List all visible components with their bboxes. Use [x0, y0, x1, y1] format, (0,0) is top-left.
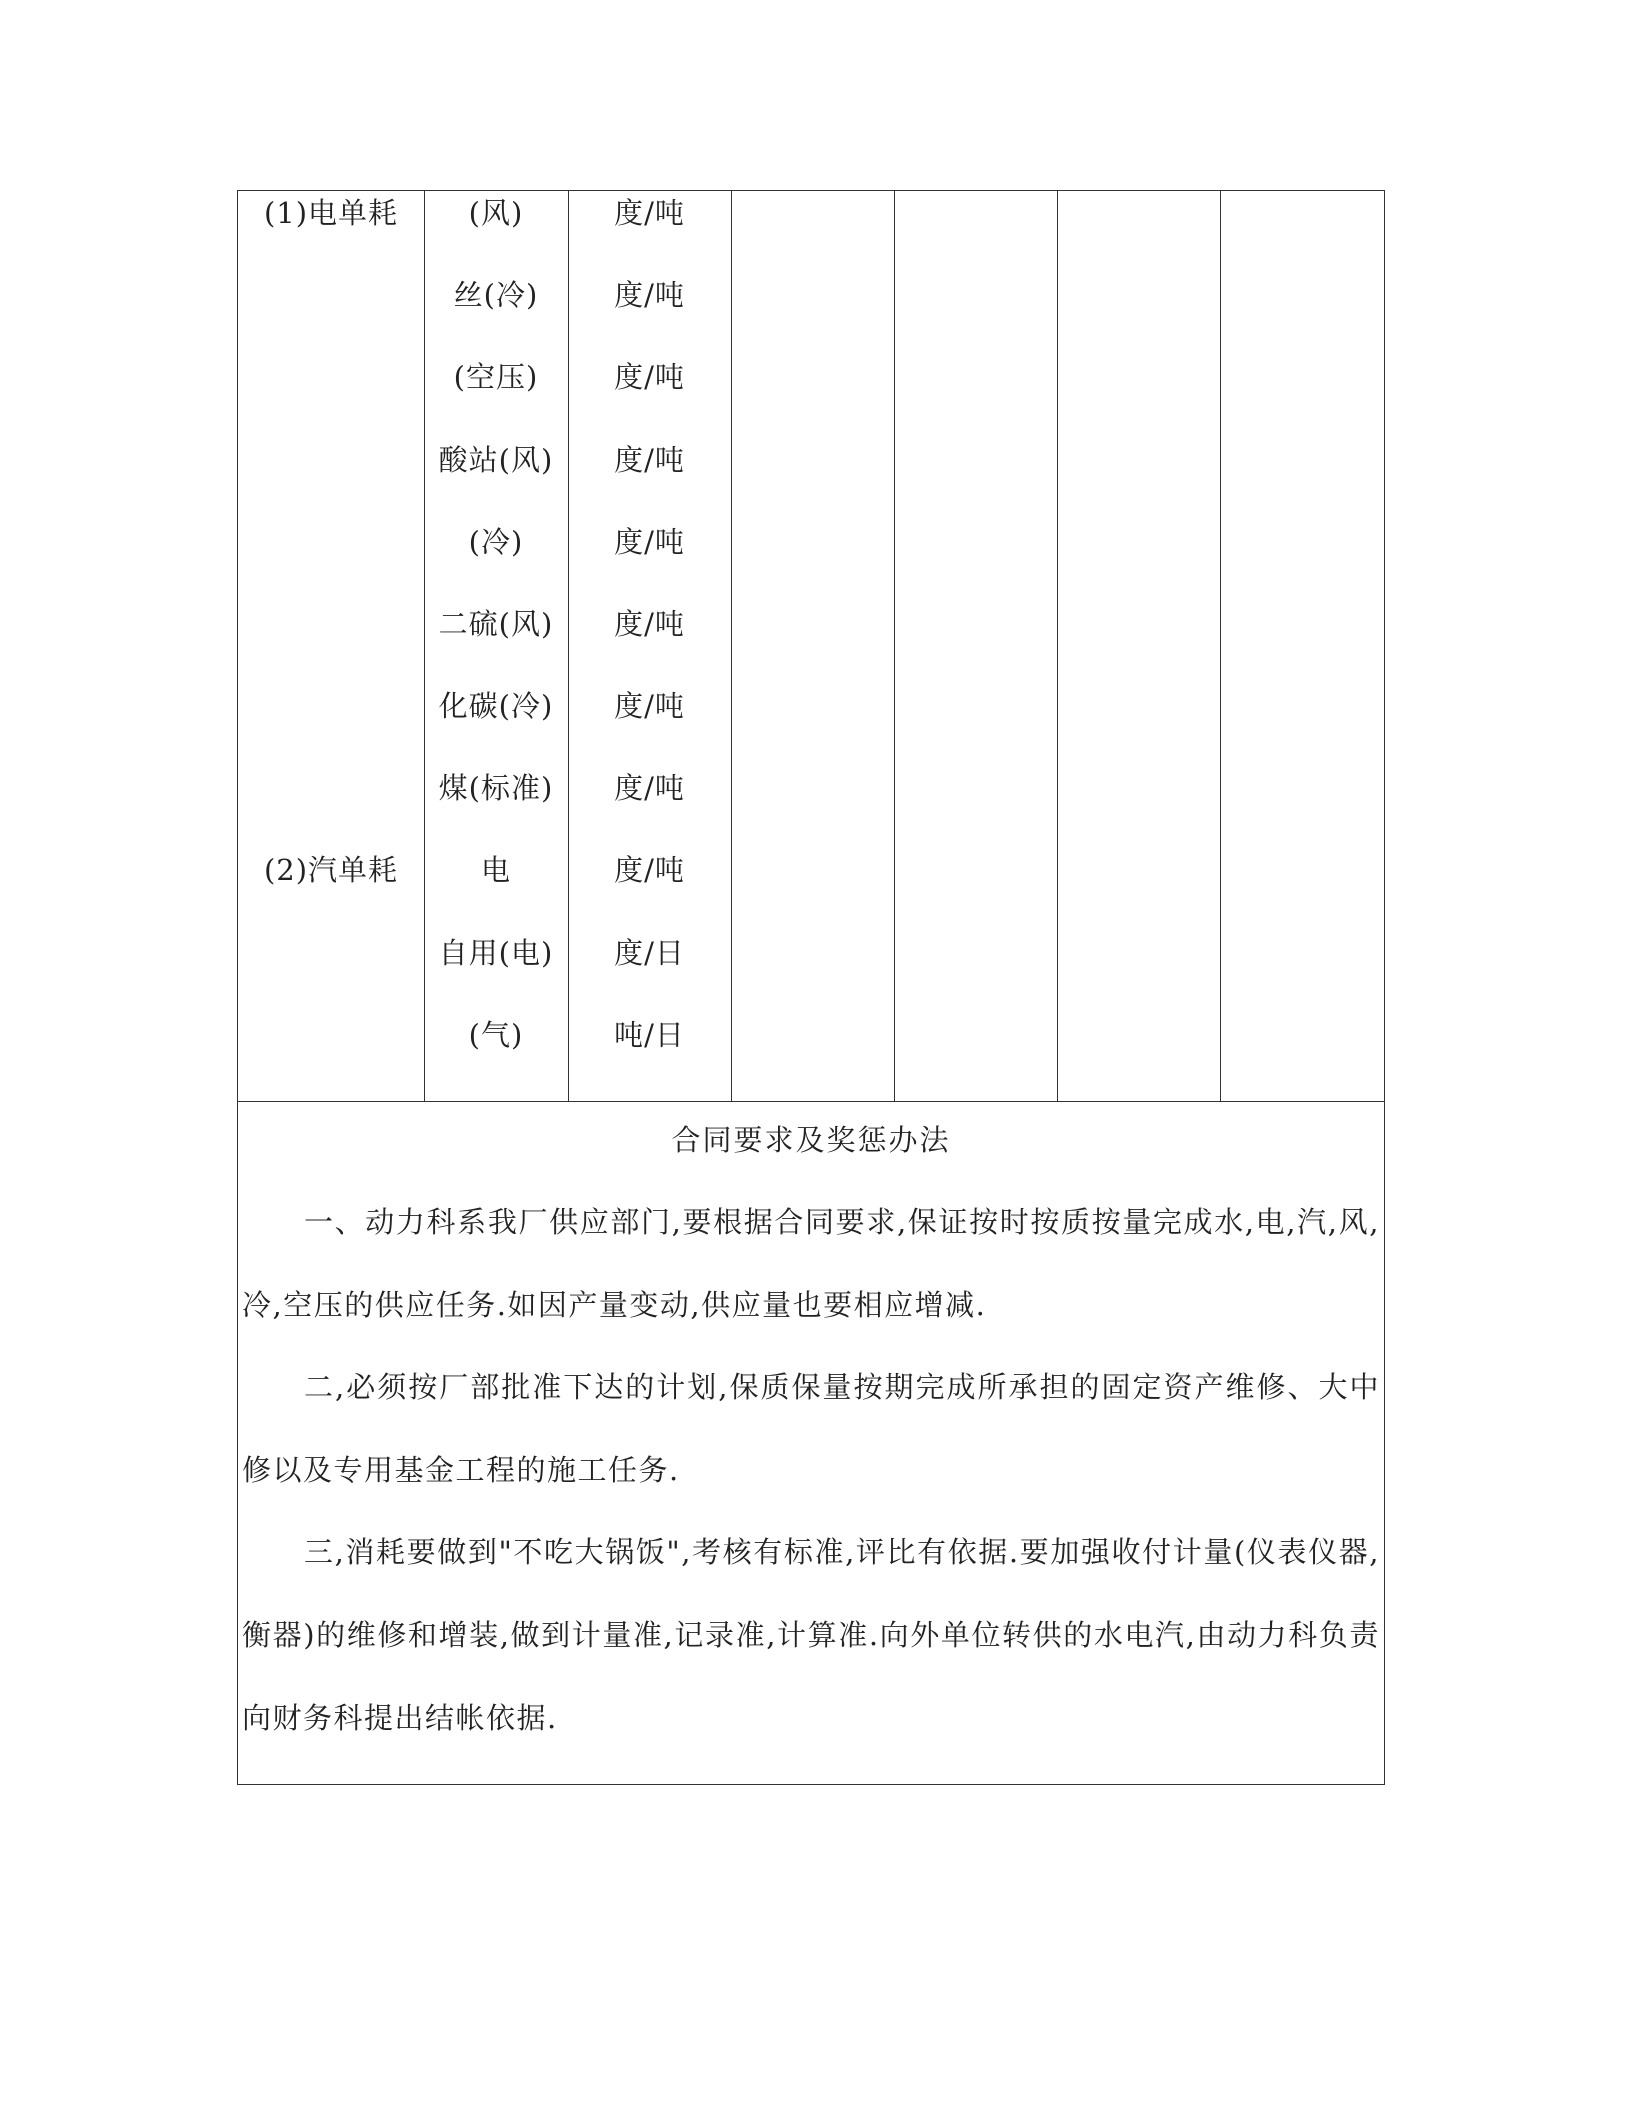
column-divider [894, 191, 895, 1101]
contract-paragraph-1: 一、动力科系我厂供应部门,要根据合同要求,保证按时按质按量完成水,电,汽,风,冷,空压的供应任务.如因产量变动,供应量也要相应增减. [242, 1205, 1380, 1322]
contract-paragraph-3: 三,消耗要做到"不吃大锅饭",考核有标准,评比有依据.要加强收付计量(仪表仪器,衡器)的维修和增装,做到计量准,记录准,计算准.向外单位转供的水电汽,由动力科负责向财务科提出结帐依据. [242, 1535, 1380, 1735]
item-cell: (空压) [453, 360, 539, 394]
column-divider [731, 191, 732, 1101]
category-electric: (1)电单耗 [263, 196, 399, 230]
column-divider [1220, 191, 1221, 1101]
contract-section [238, 1102, 1384, 1786]
item-cell: (冷) [468, 525, 524, 559]
item-cell: 煤(标准) [438, 771, 554, 805]
consumption-table [237, 190, 1385, 1785]
unit-cell: 度/吨 [614, 443, 685, 477]
item-cell: 自用(电) [438, 936, 554, 970]
column-divider [1057, 191, 1058, 1101]
unit-cell: 度/吨 [614, 360, 685, 394]
item-cell: 酸站(风) [438, 443, 554, 477]
unit-cell: 度/吨 [614, 525, 685, 559]
unit-cell: 度/吨 [614, 607, 685, 641]
unit-cell: 度/吨 [614, 853, 685, 887]
category-steam: (2)汽单耗 [263, 853, 399, 887]
item-cell: 二硫(风) [438, 607, 554, 641]
contract-paragraph-2: 二,必须按厂部批准下达的计划,保质保量按期完成所承担的固定资产维修、大中修以及专用基金工程的施工任务. [242, 1370, 1380, 1487]
unit-cell: 度/日 [614, 936, 685, 970]
contract-title: 合同要求及奖惩办法 [671, 1123, 951, 1157]
item-cell: 丝(冷) [453, 278, 539, 312]
item-cell: (气) [468, 1018, 524, 1052]
unit-cell: 度/吨 [614, 689, 685, 723]
item-cell: 电 [480, 853, 511, 887]
item-cell: (风) [468, 196, 524, 230]
consumption-grid [238, 191, 1384, 1102]
item-cell: 化碳(冷) [438, 689, 554, 723]
unit-cell: 度/吨 [614, 771, 685, 805]
unit-cell: 吨/日 [614, 1018, 685, 1052]
unit-cell: 度/吨 [614, 196, 685, 230]
unit-cell: 度/吨 [614, 278, 685, 312]
